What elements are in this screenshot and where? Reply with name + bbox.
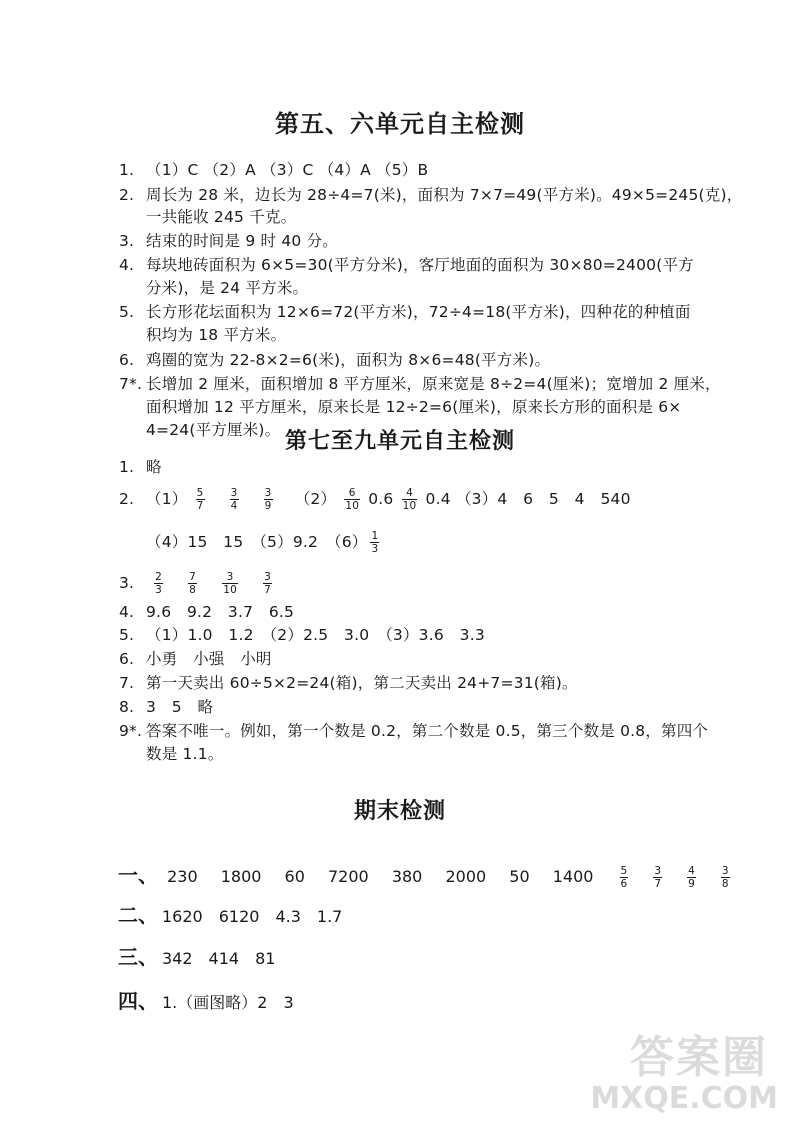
list-item: 5. （1）1.0 1.2 （2）2.5 3.0 （3）3.6 3.3 — [119, 626, 485, 644]
list-item: 4. 9.6 9.2 3.7 6.5 — [119, 603, 295, 621]
fraction: $\frac{3}{4}$ — [230, 487, 238, 512]
fraction: $\frac{3}{8}$ — [721, 865, 729, 890]
list-item: 2. （1） $\frac{5}{7}$ $\frac{3}{4}$ $\frac{3}{9}$ （2） $\frac{6}{10}$ 0.6 $\frac{4}{10}$ 0.4 （3）4 6 5 4 540 — [119, 487, 631, 512]
fraction: $\frac{2}{3}$ — [155, 571, 163, 596]
list-item-continuation: （4）15 15 （5）9.2 （6） $\frac{1}{3}$ — [146, 530, 379, 555]
list-item-continuation: 一共能收 245 千克。 — [146, 208, 297, 226]
list-item: 3. $\frac{2}{3}$ $\frac{7}{8}$ $\frac{3}{10}$ $\frac{3}{7}$ — [119, 571, 271, 596]
section-title-units-7-9: 第七至九单元自主检测 — [284, 429, 515, 454]
fraction: $\frac{3}{9}$ — [264, 487, 272, 512]
list-item: 7. 第一天卖出 60÷5×2=24(箱)，第二天卖出 24+7=31(箱)。 — [119, 674, 578, 692]
list-item: 1. 略 — [119, 458, 162, 476]
fraction: $\frac{6}{10}$ — [345, 487, 360, 512]
fraction: $\frac{3}{7}$ — [654, 865, 661, 890]
fraction: $\frac{5}{7}$ — [196, 487, 204, 512]
final-row-2: 二、 1620 6120 4.3 1.7 — [118, 903, 343, 927]
fraction: $\frac{4}{9}$ — [688, 865, 695, 890]
fraction: $\frac{1}{3}$ — [371, 530, 379, 555]
final-row-4: 四、 1.（画图略）2 3 — [118, 989, 294, 1013]
final-row-3: 三、 342 414 81 — [118, 945, 276, 969]
fraction: $\frac{3}{7}$ — [264, 571, 271, 596]
section-title-units-5-6: 第五、六单元自主检测 — [275, 110, 525, 138]
list-item: 7*. 长增加 2 厘米，面积增加 8 平方厘米，原来宽是 8÷2=4(厘米)；宽增加 2 厘米， — [119, 375, 721, 393]
list-item-continuation: 积均为 18 平方米。 — [146, 326, 287, 344]
list-item: 8. 3 5 略 — [119, 698, 214, 716]
watermark-logo: 答案圈 MXQE.COM — [590, 1032, 778, 1116]
list-item: 3. 结束的时间是 9 时 40 分。 — [119, 232, 338, 250]
list-item-continuation: 面积增加 12 平方厘米，原来长是 12÷2=6(厘米)，原来长方形的面积是 6× — [146, 398, 682, 416]
list-item: 1. （1）C （2）A （3）C （4）A （5）B — [119, 161, 429, 179]
list-item: 6. 小勇 小强 小明 — [119, 650, 272, 668]
list-item: 6. 鸡圈的宽为 22-8×2=6(米)，面积为 8×6=48(平方米)。 — [119, 351, 551, 369]
list-item-continuation: 数是 1.1。 — [146, 745, 224, 763]
list-item: 2. 周长为 28 米，边长为 28÷4=7(米)，面积为 7×7=49(平方米)。49×5=245(克)， — [119, 186, 743, 204]
fraction: $\frac{7}{8}$ — [189, 571, 197, 596]
final-row-1: 一、 230 1800 60 7200 380 2000 50 1400 $\frac{5}{6}$ $\frac{3}{7}$ $\frac{4}{9}$ $\frac{3}{8}$ — [118, 863, 729, 890]
list-item: 4. 每块地砖面积为 6×5=30(平方分米)，客厅地面的面积为 30×80=2400(平方 — [119, 256, 694, 274]
fraction: $\frac{5}{6}$ — [620, 865, 628, 890]
list-item-continuation: 分米)，是 24 平方米。 — [146, 279, 309, 297]
list-item: 5. 长方形花坛面积为 12×6=72(平方米)，72÷4=18(平方米)，四种花的种植面 — [119, 303, 691, 321]
fraction: $\frac{3}{10}$ — [223, 571, 237, 596]
list-item: 9*. 答案不唯一。例如，第一个数是 0.2，第二个数是 0.5，第三个数是 0.8，第四个 — [119, 722, 709, 740]
fraction: $\frac{4}{10}$ — [402, 487, 417, 512]
section-title-final-exam: 期末检测 — [353, 799, 446, 824]
list-item-continuation: 4=24(平方厘米)。 — [146, 421, 281, 439]
